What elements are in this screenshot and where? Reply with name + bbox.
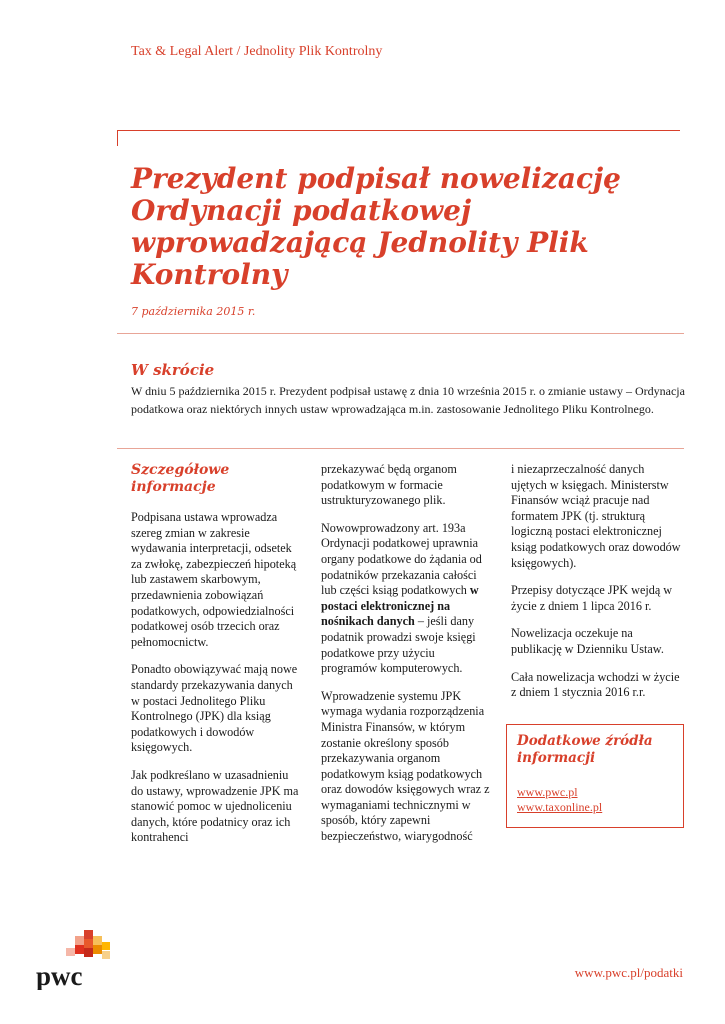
column-2: [321, 462, 491, 857]
link-pwc[interactable]: www.pwc.pl: [517, 785, 578, 799]
paragraph: Wprowadzenie systemu JPK wymaga wydania rozporządzenia Ministra Finansów, w którym zostanie określony sposób przekazywania organom podatkowym ksiąg podatkowych oraz dowodów księgowych wraz z wymaganiami technicznymi w sposób, który zapewni bezpieczeństwo, wiarygodność: [321, 688, 490, 844]
column-3: [511, 462, 683, 713]
pwc-logo-icon: [36, 930, 116, 990]
paragraph: Przepisy dotyczące JPK wejdą w życie z dniem 1 lipca 2016 r.: [511, 583, 673, 613]
paragraph-text: Nowowprowadzony art. 193a Ordynacji podatkowej uprawnia organy podatkowe do żądania od podatników przekazania całości lub części ksiąg podatkowych: [321, 520, 482, 598]
top-divider-tick: [117, 130, 118, 146]
sources-box: [506, 724, 684, 828]
pwc-logo: [36, 930, 116, 990]
divider: [117, 448, 684, 449]
summary-text: W dniu 5 października 2015 r. Prezydent podpisał ustawę z dnia 10 września 2015 r. o zmianie ustawy – Ordynacja podatkowa oraz niektórych innych ustaw wprowadzająca m.in. zastosowanie Jednolitego Pliku Kontrolnego.: [131, 384, 685, 416]
footer-url: www.pwc.pl/podatki: [574, 965, 683, 980]
series-header: Tax & Legal Alert / Jednolity Plik Kontrolny: [131, 44, 383, 59]
sources-heading: Dodatkowe źródła informacji: [517, 733, 653, 766]
bold-text: w postaci elektronicznej na nośnikach danych: [321, 583, 479, 629]
logo-text: pwc: [36, 961, 83, 990]
link-taxonline[interactable]: www.taxonline.pl: [517, 800, 603, 814]
top-divider: [117, 130, 680, 131]
paragraph-text: – jeśli dany podatnik prowadzi swoje księgi podatkowe przy użyciu programów komputerowych.: [321, 614, 476, 676]
divider: [117, 333, 684, 334]
paragraph: [321, 521, 491, 677]
article-date: 7 października 2015 r.: [131, 305, 256, 318]
article-title: Prezydent podpisał nowelizację Ordynacji podatkowej wprowadzającą Jednolity Plik Kontrolny: [131, 162, 621, 291]
paragraph: Cała nowelizacja wchodzi w życie z dniem 1 stycznia 2016 r.r.: [511, 669, 680, 700]
paragraph: Jak podkreślano w uzasadnieniu do ustawy, wprowadzenie JPK ma stanowić pomoc w ujednoliceniu danych, które podatnicy oraz ich kontrahenci: [131, 767, 299, 845]
paragraph: i niezaprzeczalność danych ujętych w księgach. Ministerstw Finansów wciąż pracuje nad formatem JPK (tj. strukturą logiczną postaci elektronicznej ksiąg podatkowych oraz dowodów księgowych).: [511, 462, 681, 570]
paragraph: przekazywać będą organom podatkowym w formacie ustrukturyzowanego plik.: [321, 462, 457, 508]
paragraph: Ponadto obowiązywać mają nowe standardy przekazywania danych w postaci Jednolitego Pliku Kontrolnego (JPK) dla ksiąg podatkowych i dowodów księgowych.: [131, 662, 298, 755]
paragraph: Nowelizacja oczekuje na publikację w Dzienniku Ustaw.: [511, 626, 664, 656]
summary-heading: W skrócie: [131, 361, 215, 379]
column-1: [131, 462, 299, 858]
details-heading: Szczegółowe informacje: [131, 462, 230, 495]
paragraph: Podpisana ustawa wprowadza szereg zmian w zakresie wydawania interpretacji, odsetek za zwłokę, zabezpieczeń hipoteką lub zastawem skarbowym, przedawnienia zobowiązań podatkowych, odpowiedzialności podatkowej osób trzecich oraz pełnomocnictw.: [131, 510, 297, 649]
